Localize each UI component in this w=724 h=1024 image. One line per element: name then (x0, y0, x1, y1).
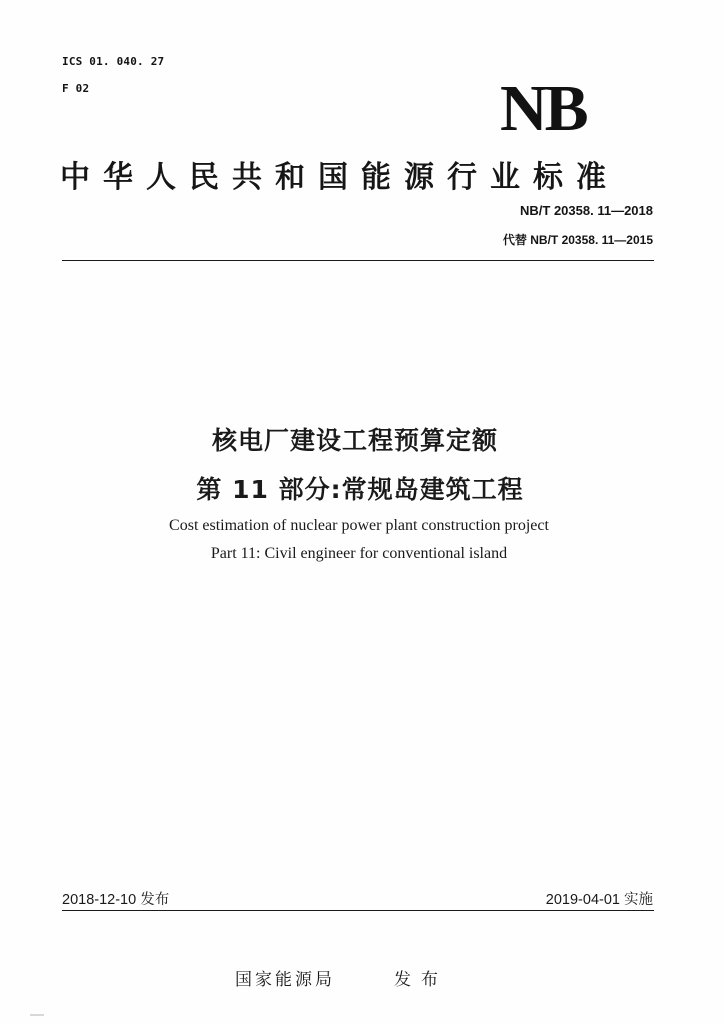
bottom-divider (62, 910, 654, 911)
title-english-line-1: Cost estimation of nuclear power plant construction project (169, 517, 549, 534)
title-chinese-line-2: 第 11 部分:常规岛建筑工程 (196, 475, 524, 504)
publish-label: 发布 (394, 970, 448, 990)
scan-artifact (30, 1014, 44, 1016)
ccs-code: F 02 (62, 82, 90, 95)
issue-date: 2018-12-10 发布 (62, 892, 170, 908)
implementation-date: 2019-04-01 实施 (545, 892, 653, 908)
top-divider (62, 260, 654, 261)
replaces-standard: 代替 NB/T 20358. 11—2015 (502, 233, 653, 247)
title-english-line-2: Part 11: Civil engineer for conventional island (210, 545, 508, 562)
nb-logo: NB (500, 72, 586, 145)
ics-code: ICS 01. 040. 27 (62, 55, 165, 68)
standard-number: NB/T 20358. 11—2018 (520, 203, 653, 218)
standard-category-heading: 中华人民共和国能源行业标准 (60, 160, 619, 195)
title-chinese-line-1: 核电厂建设工程预算定额 (211, 426, 498, 455)
publisher-name: 国家能源局 (235, 970, 335, 990)
